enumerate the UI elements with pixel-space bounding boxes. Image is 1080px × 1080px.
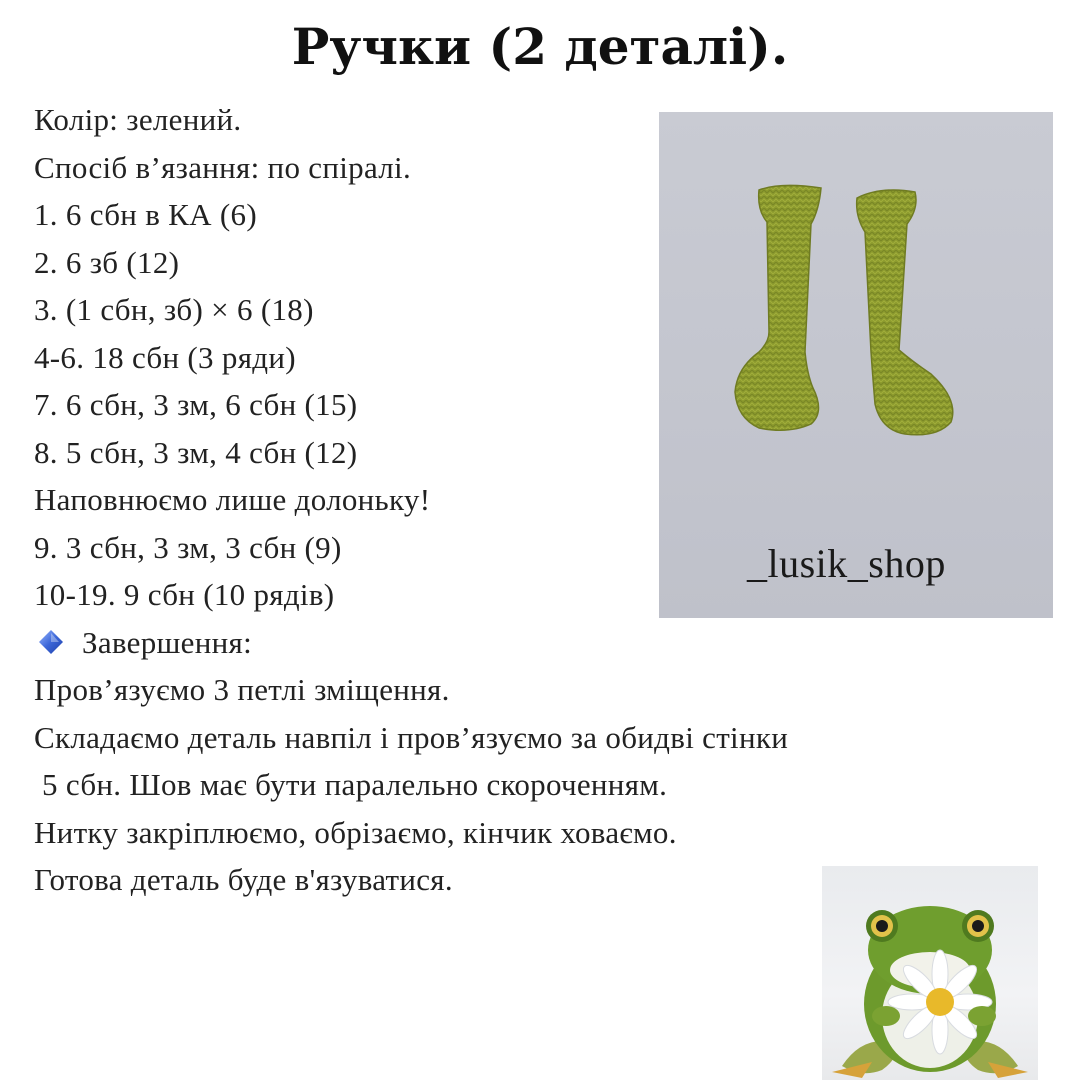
instruction-stuffing-note: Наповнюємо лише долоньку! (34, 482, 431, 517)
frog-daisy-image (822, 866, 1038, 1080)
instruction-row-8: 8. 5 сбн, 3 зм, 4 сбн (12) (34, 434, 358, 470)
left-crochet-arm (735, 185, 821, 430)
page-title: Ручки (2 деталі). (291, 17, 789, 76)
finishing-line-4: Нитку закріплюємо, обрізаємо, кінчик ховаємо. (34, 814, 677, 850)
instruction-row-2: 2. 6 зб (12) (34, 244, 180, 280)
finishing-line-2: Складаємо деталь навпіл і пров’язуємо за обидві стінки (34, 719, 789, 755)
instruction-row-4-6: 4-6. 18 сбн (3 ряди) (34, 339, 296, 375)
finishing-line-3: 5 сбн. Шов має бути паралельно скороченням. (34, 767, 668, 802)
shop-watermark: _lusik_shop (747, 541, 946, 586)
instruction-line-color: Колір: зелений. (34, 102, 242, 137)
instruction-line-method: Спосіб в’язання: по спіралі. (34, 149, 412, 185)
frog-illustration (822, 866, 1038, 1080)
blue-diamond-icon (38, 629, 64, 655)
instruction-row-10-19: 10-19. 9 сбн (10 рядів) (34, 577, 335, 612)
instruction-row-3: 3. (1 сбн, зб) × 6 (18) (34, 292, 314, 327)
instruction-row-9: 9. 3 сбн, 3 зм, 3 сбн (9) (34, 529, 342, 565)
instruction-row-1: 1. 6 сбн в КА (6) (34, 197, 257, 232)
finishing-heading-row (34, 619, 1064, 667)
finishing-heading: Завершення: (82, 624, 252, 660)
crochet-arms-photo (659, 112, 1053, 618)
right-crochet-arm (857, 190, 953, 435)
finishing-line-5: Готова деталь буде в'язуватися. (34, 862, 453, 897)
instruction-row-7: 7. 6 сбн, 3 зм, 6 сбн (15) (34, 387, 358, 422)
finishing-line-1: Пров’язуємо 3 петлі зміщення. (34, 672, 450, 707)
